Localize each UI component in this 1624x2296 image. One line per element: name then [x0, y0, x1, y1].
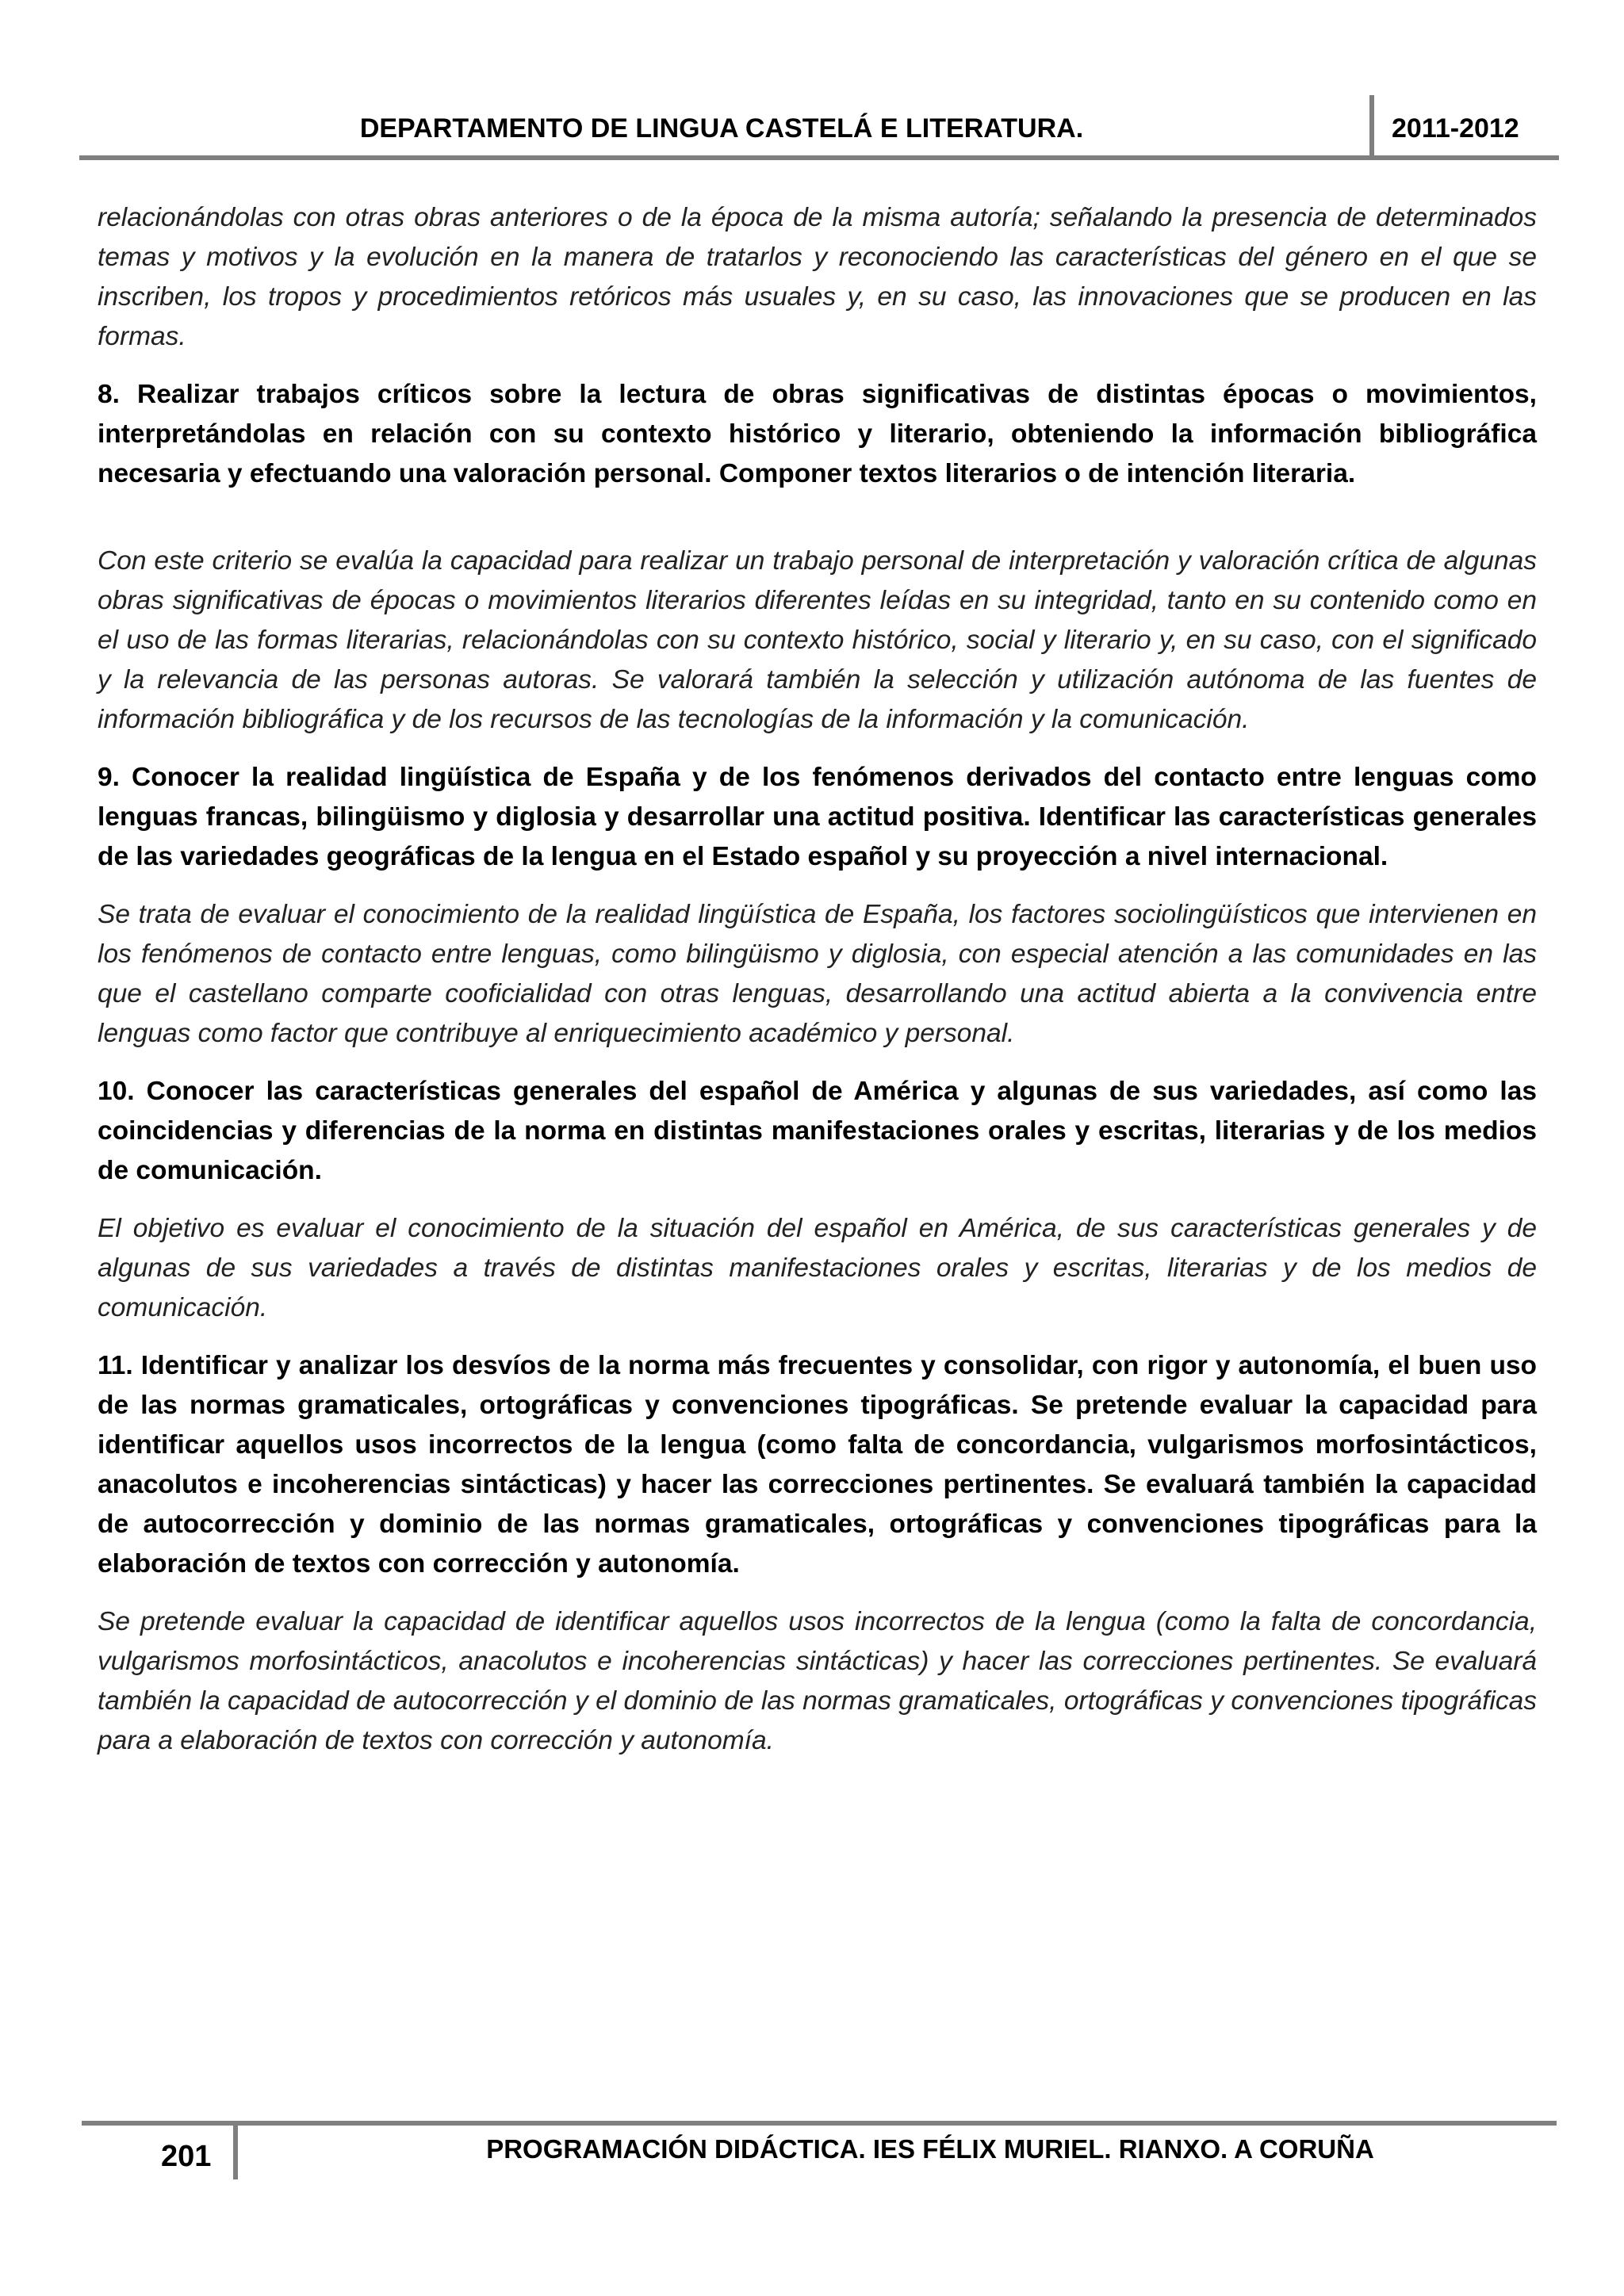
criterion-8-description: Con este criterio se evalúa la capacidad para realizar un trabajo personal de interpretación y valoración crítica de algunas obras significativas de épocas o movimientos literarios diferentes leídas en su integridad, tanto en su contenido como en el uso de las formas literarias, relacionándolas con su contexto histórico, social y literario y, en su caso, con el significado y la relevancia de las personas autoras. Se valorará también la selección y utilización autónoma de las fuentes de información bibliográfica y de los recursos de las tecnologías de la información y la comunicación.	[98, 546, 1537, 734]
footer-text: PROGRAMACIÓN DIDÁCTICA. IES FÉLIX MURIEL. RIANXO. A CORUÑA	[486, 2134, 1374, 2164]
footer-rule	[82, 2121, 1557, 2126]
document-body	[98, 198, 1537, 1761]
criterion-9: 9. Conocer la realidad lingüística de España y de los fenómenos derivados del contacto entre lenguas como lenguas francas, bilingüismo y diglosia y desarrollar una actitud positiva. Identificar las características generales de las variedades geográficas de la lengua en el Estado español y su proyección a nivel internacional.	[98, 763, 1537, 871]
criterion-8: 8. Realizar trabajos críticos sobre la lectura de obras significativas de distintas épocas o movimientos, interpretándolas en relación con su contexto histórico y literario, obteniendo la información bibliográfica necesaria y efectuando una valoración personal. Componer textos literarios o de intención literaria.	[98, 380, 1537, 488]
header-rule	[79, 155, 1559, 160]
criterion-11: 11. Identificar y analizar los desvíos de la norma más frecuentes y consolidar, con rigor y autonomía, el buen uso de las normas gramaticales, ortográficas y convenciones tipográficas. Se pretende evaluar la capacidad para identificar aquellos usos incorrectos de la lengua (como falta de concordancia, vulgarismos morfosintácticos, anacolutos e incoherencias sintácticas) y hacer las correcciones pertinentes. Se evaluará también la capacidad de autocorrección y dominio de las normas gramaticales, ortográficas y convenciones tipográficas para la elaboración de textos con corrección y autonomía.	[98, 1351, 1537, 1578]
criterion-10-description: El objetivo es evaluar el conocimiento de la situación del español en América, de sus características generales y de algunas de sus variedades a través de distintas manifestaciones orales y escritas, literarias y de los medios de comunicación.	[98, 1214, 1537, 1322]
paragraph-continuation: relacionándolas con otras obras anteriores o de la época de la misma autoría; señalando la presencia de determinados temas y motivos y la evolución en la manera de tratarlos y reconociendo las características del género en el que se inscriben, los tropos y procedimientos retóricos más usuales y, en su caso, las innovaciones que se producen en las formas.	[98, 203, 1537, 351]
header-year: 2011-2012	[1392, 113, 1519, 144]
criterion-10: 10. Conocer las características generales del español de América y algunas de sus variedades, así como las coincidencias y diferencias de la norma en distintas manifestaciones orales y escritas, literarias y de los medios de comunicación.	[98, 1077, 1537, 1185]
footer-divider	[233, 2121, 238, 2179]
page-header	[79, 95, 1559, 160]
header-divider	[1369, 95, 1374, 157]
header-title: DEPARTAMENTO DE LINGUA CASTELÁ E LITERATURA.	[359, 113, 1084, 144]
criterion-11-description: Se pretende evaluar la capacidad de identificar aquellos usos incorrectos de la lengua (como la falta de concordancia, vulgarismos morfosintácticos, anacolutos e incoherencias sintácticas) y hacer las correcciones pertinentes. Se evaluará también la capacidad de autocorrección y el dominio de las normas gramaticales, ortográficas y convenciones tipográficas para a elaboración de textos con corrección y autonomía.	[98, 1607, 1537, 1755]
page-number: 201	[161, 2140, 212, 2173]
page-footer	[82, 2121, 1557, 2184]
criterion-9-description: Se trata de evaluar el conocimiento de la realidad lingüística de España, los factores sociolingüísticos que intervienen en los fenómenos de contacto entre lenguas, como bilingüismo y diglosia, con especial atención a las comunidades en las que el castellano comparte cooficialidad con otras lenguas, desarrollando una actitud abierta a la convivencia entre lenguas como factor que contribuye al enriquecimiento académico y personal.	[98, 900, 1537, 1048]
